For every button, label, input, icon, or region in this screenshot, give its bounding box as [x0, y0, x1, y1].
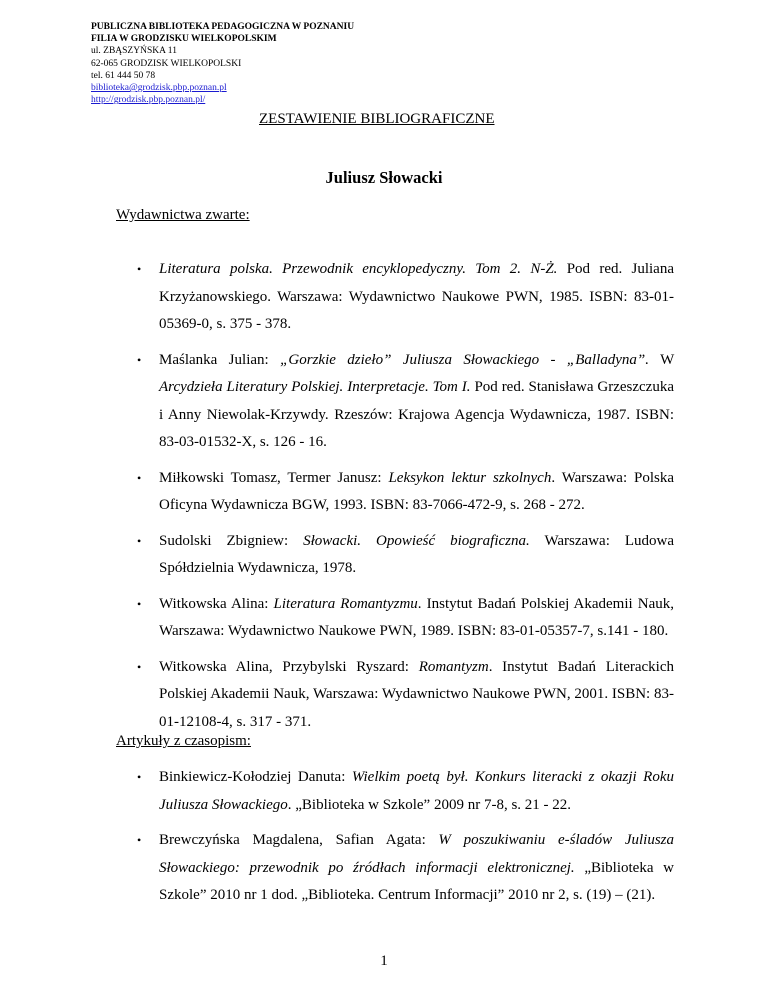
- book-entry: • Miłkowski Tomasz, Termer Janusz: Leksykon lektur szkolnych. Warszawa: Polska Oficyna Wydawnicza BGW, 1993. ISBN: 83-7066-472-9, s. 268 - 272.: [118, 465, 674, 520]
- bullet-icon: •: [137, 470, 142, 485]
- bullet-icon: •: [137, 770, 142, 784]
- articles-list: [118, 764, 674, 910]
- book-entry: • Witkowska Alina, Przybylski Ryszard: Romantyzm. Instytut Badań Literackich Polskiej Akademii Nauk, Warszawa: Wydawnictwo Naukowe PWN, 2001. ISBN: 83-01-12108-4, s. 317 - 371.: [118, 654, 674, 737]
- book-entry: • Maślanka Julian: „Gorzkie dzieło” Juliusza Słowackiego - „Balladyna”. W Arcydzieła Literatury Polskiej. Interpretacje. Tom I. Pod red. Stanisława Grzeszczuka i Anny Niewolak-Krzywdy. Rzeszów: Krajowa Agencja Wydawnicza, 1987. ISBN: 83-03-01532-X, s. 126 - 16.: [118, 347, 674, 457]
- bullet-icon: •: [137, 596, 142, 611]
- bullet-icon: •: [137, 262, 142, 276]
- author-heading: Juliusz Słowacki: [325, 168, 443, 187]
- city-address: 62-065 GRODZISK WIELKOPOLSKI: [91, 58, 242, 69]
- street-address: ul. ZBĄSZYŃSKA 11: [91, 46, 177, 57]
- page-number: 1: [380, 953, 388, 969]
- document-title: ZESTAWIENIE BIBLIOGRAFICZNE: [259, 111, 495, 127]
- article-entry: • Brewczyńska Magdalena, Safian Agata: W poszukiwaniu e-śladów Juliusza Słowackiego: przewodnik po źródłach informacji elektronicznej. „Biblioteka w Szkole” 2010 nr 1 dod. „Biblioteka. Centrum Informacji” 2010 nr 2, s. (19) – (21).: [118, 827, 674, 910]
- bullet-icon: •: [137, 833, 142, 847]
- website-link[interactable]: http://grodzisk.pbp.poznan.pl/: [91, 95, 206, 106]
- books-section-heading: Wydawnictwa zwarte:: [116, 207, 250, 223]
- library-header: [91, 21, 354, 106]
- institution-name: PUBLICZNA BIBLIOTEKA PEDAGOGICZNA W POZNANIU: [91, 22, 355, 32]
- branch-name: FILIA W GRODZISKU WIELKOPOLSKIM: [91, 34, 277, 45]
- bullet-icon: •: [137, 659, 142, 674]
- book-entry: • Sudolski Zbigniew: Słowacki. Opowieść biograficzna. Warszawa: Ludowa Spółdzielnia Wydawnicza, 1978.: [118, 528, 674, 583]
- articles-section-heading: Artykuły z czasopism:: [116, 733, 251, 749]
- article-entry: • Binkiewicz-Kołodziej Danuta: Wielkim poetą był. Konkurs literacki z okazji Roku Juliusza Słowackiego. „Biblioteka w Szkole” 2009 nr 7-8, s. 21 - 22.: [118, 764, 674, 819]
- bullet-icon: •: [137, 352, 142, 367]
- book-entry: • Literatura polska. Przewodnik encyklopedyczny. Tom 2. N-Ż. Pod red. Juliana Krzyżanowskiego. Warszawa: Wydawnictwo Naukowe PWN, 1985. ISBN: 83-01-05369-0, s. 375 - 378.: [118, 256, 674, 339]
- phone-number: tel. 61 444 50 78: [91, 70, 156, 81]
- bullet-icon: •: [137, 533, 142, 548]
- book-entry: • Witkowska Alina: Literatura Romantyzmu. Instytut Badań Polskiej Akademii Nauk, Warszawa: Wydawnictwo Naukowe PWN, 1989. ISBN: 83-01-05357-7, s.141 - 180.: [118, 591, 674, 646]
- books-list: [118, 256, 674, 736]
- email-link[interactable]: biblioteka@grodzisk.pbp.poznan.pl: [91, 83, 227, 94]
